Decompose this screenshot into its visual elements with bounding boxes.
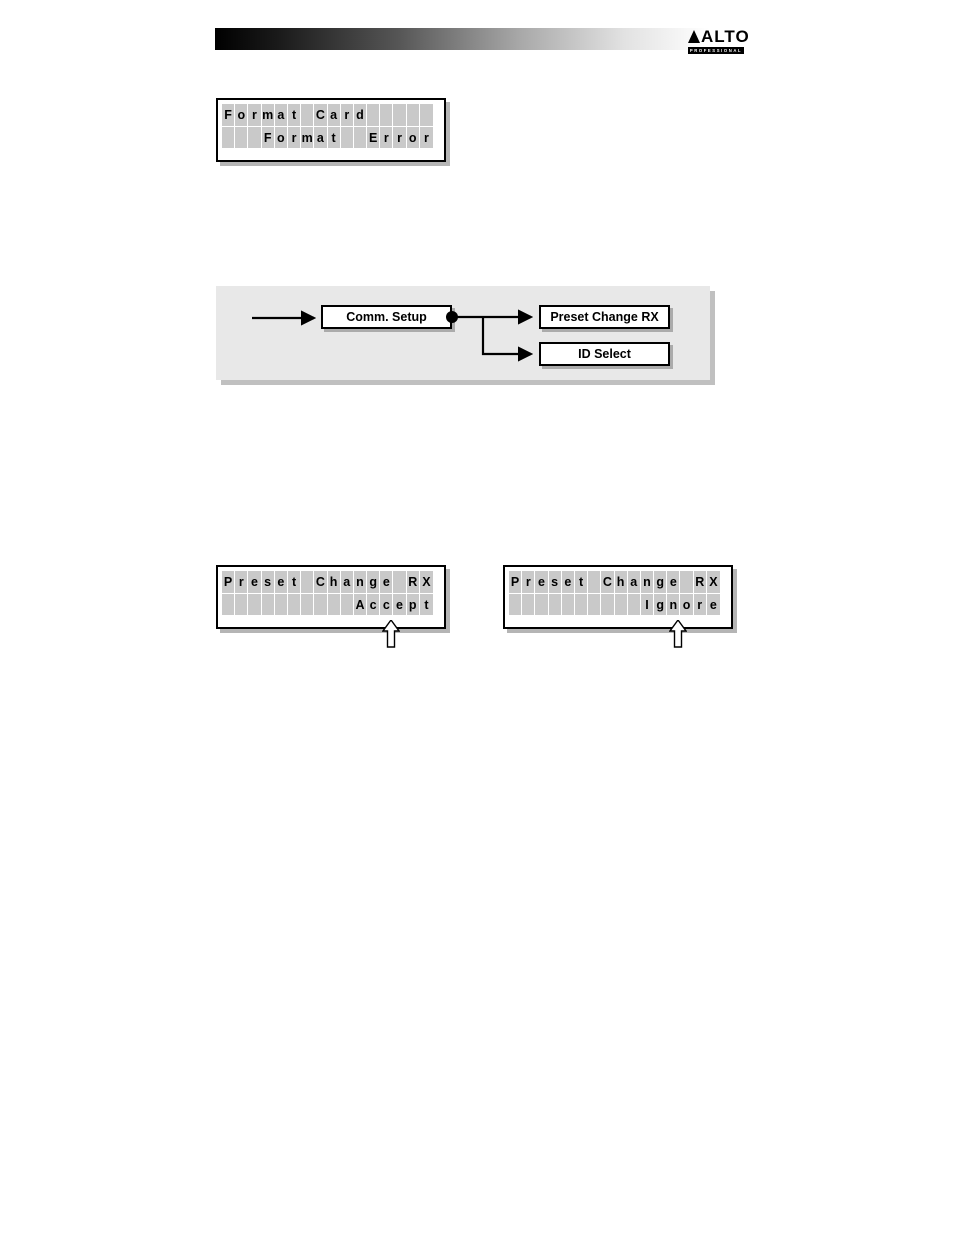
lcd-char-cell bbox=[680, 571, 693, 593]
lcd-char-cell: X bbox=[420, 571, 433, 593]
up-arrow-accept-icon bbox=[382, 620, 400, 648]
flow-node-comm-setup bbox=[321, 305, 452, 329]
lcd-char-cell bbox=[367, 104, 380, 126]
lcd-line bbox=[222, 571, 440, 593]
lcd-char-cell: r bbox=[694, 593, 707, 615]
flow-node-label: Preset Change RX bbox=[550, 310, 659, 324]
lcd-char-cell: a bbox=[314, 126, 327, 148]
lcd-char-cell bbox=[328, 593, 341, 615]
lcd-char-cell: o bbox=[680, 593, 693, 615]
lcd-char-cell: a bbox=[341, 571, 354, 593]
lcd-char-cell bbox=[393, 571, 406, 593]
lcd-char-cell: P bbox=[509, 571, 522, 593]
lcd-char-cell bbox=[222, 593, 235, 615]
lcd-line bbox=[222, 126, 440, 148]
lcd-char-cell: g bbox=[367, 571, 380, 593]
lcd-char-cell: a bbox=[275, 104, 288, 126]
lcd-char-cell: e bbox=[275, 571, 288, 593]
lcd-char-cell: h bbox=[615, 571, 628, 593]
lcd-char-cell: e bbox=[393, 593, 406, 615]
format-card-error-display bbox=[216, 98, 446, 162]
lcd-char-cell bbox=[235, 126, 248, 148]
lcd-char-cell bbox=[380, 104, 393, 126]
lcd-char-cell bbox=[248, 126, 261, 148]
lcd-char-cell: R bbox=[407, 571, 420, 593]
lcd-char-cell: r bbox=[248, 104, 261, 126]
lcd-char-cell: A bbox=[354, 593, 367, 615]
lcd-char-cell: e bbox=[707, 593, 720, 615]
flow-node-label: ID Select bbox=[578, 347, 631, 361]
lcd-char-cell bbox=[509, 593, 522, 615]
brand-subtitle: PROFESSIONAL bbox=[689, 48, 743, 53]
lcd-char-cell: t bbox=[328, 126, 341, 148]
flow-node-id-select bbox=[539, 342, 670, 366]
lcd-char-cell: e bbox=[562, 571, 575, 593]
lcd-char-cell bbox=[420, 104, 433, 126]
lcd-line bbox=[509, 593, 727, 615]
lcd-char-cell bbox=[575, 593, 588, 615]
lcd-char-cell: t bbox=[288, 571, 301, 593]
lcd-char-cell: r bbox=[522, 571, 535, 593]
lcd-char-cell: R bbox=[694, 571, 707, 593]
lcd-char-cell: r bbox=[341, 104, 354, 126]
lcd-char-cell bbox=[522, 593, 535, 615]
lcd-char-cell: e bbox=[535, 571, 548, 593]
flow-node-preset-change-rx bbox=[539, 305, 670, 329]
lcd-char-cell: t bbox=[575, 571, 588, 593]
lcd-char-cell: r bbox=[235, 571, 248, 593]
lcd-char-cell: E bbox=[367, 126, 380, 148]
lcd-char-cell: C bbox=[601, 571, 614, 593]
lcd-char-cell: a bbox=[628, 571, 641, 593]
lcd-char-cell: C bbox=[314, 104, 327, 126]
lcd-char-cell bbox=[341, 126, 354, 148]
header-gradient-bar bbox=[215, 28, 740, 50]
lcd-char-cell bbox=[628, 593, 641, 615]
lcd-char-cell: I bbox=[641, 593, 654, 615]
lcd-char-cell: s bbox=[549, 571, 562, 593]
lcd-char-cell bbox=[301, 571, 314, 593]
triangle-icon bbox=[688, 30, 700, 43]
lcd-char-cell: F bbox=[262, 126, 275, 148]
lcd-char-cell: e bbox=[248, 571, 261, 593]
lcd-char-cell bbox=[248, 593, 261, 615]
lcd-char-cell bbox=[314, 593, 327, 615]
lcd-char-cell: t bbox=[420, 593, 433, 615]
preset-change-rx-ignore-display bbox=[503, 565, 733, 629]
lcd-char-cell: m bbox=[262, 104, 275, 126]
flow-node-label: Comm. Setup bbox=[346, 310, 427, 324]
lcd-char-cell bbox=[588, 571, 601, 593]
lcd-char-cell: o bbox=[407, 126, 420, 148]
lcd-char-cell: o bbox=[275, 126, 288, 148]
lcd-char-cell: n bbox=[641, 571, 654, 593]
lcd-char-cell bbox=[301, 593, 314, 615]
lcd-char-cell: s bbox=[262, 571, 275, 593]
lcd-char-cell: F bbox=[222, 104, 235, 126]
preset-change-rx-accept-display bbox=[216, 565, 446, 629]
lcd-char-cell bbox=[301, 104, 314, 126]
lcd-char-cell bbox=[588, 593, 601, 615]
lcd-char-cell: t bbox=[288, 104, 301, 126]
lcd-char-cell: a bbox=[328, 104, 341, 126]
lcd-char-cell: m bbox=[301, 126, 314, 148]
lcd-char-cell bbox=[407, 104, 420, 126]
up-arrow-ignore-icon bbox=[669, 620, 687, 648]
lcd-char-cell: p bbox=[407, 593, 420, 615]
brand-name: ALTO bbox=[701, 27, 750, 46]
lcd-char-cell: c bbox=[380, 593, 393, 615]
lcd-char-cell: d bbox=[354, 104, 367, 126]
lcd-char-cell: n bbox=[667, 593, 680, 615]
lcd-char-cell bbox=[235, 593, 248, 615]
lcd-char-cell bbox=[354, 126, 367, 148]
lcd-char-cell: r bbox=[288, 126, 301, 148]
lcd-line bbox=[222, 593, 440, 615]
lcd-char-cell: o bbox=[235, 104, 248, 126]
lcd-char-cell: P bbox=[222, 571, 235, 593]
lcd-char-cell bbox=[341, 593, 354, 615]
lcd-char-cell bbox=[562, 593, 575, 615]
alto-professional-logo bbox=[688, 27, 750, 54]
lcd-char-cell bbox=[262, 593, 275, 615]
lcd-char-cell: c bbox=[367, 593, 380, 615]
lcd-char-cell: r bbox=[393, 126, 406, 148]
lcd-char-cell bbox=[288, 593, 301, 615]
lcd-char-cell: r bbox=[420, 126, 433, 148]
lcd-char-cell: n bbox=[354, 571, 367, 593]
lcd-char-cell: g bbox=[654, 571, 667, 593]
lcd-char-cell: h bbox=[328, 571, 341, 593]
lcd-char-cell bbox=[535, 593, 548, 615]
lcd-char-cell: e bbox=[380, 571, 393, 593]
lcd-char-cell: g bbox=[654, 593, 667, 615]
lcd-char-cell: r bbox=[380, 126, 393, 148]
lcd-char-cell bbox=[601, 593, 614, 615]
lcd-char-cell bbox=[615, 593, 628, 615]
lcd-char-cell: e bbox=[667, 571, 680, 593]
lcd-char-cell bbox=[275, 593, 288, 615]
lcd-char-cell bbox=[393, 104, 406, 126]
lcd-char-cell: C bbox=[314, 571, 327, 593]
lcd-line bbox=[222, 104, 440, 126]
lcd-line bbox=[509, 571, 727, 593]
lcd-char-cell: X bbox=[707, 571, 720, 593]
lcd-char-cell bbox=[222, 126, 235, 148]
lcd-char-cell bbox=[549, 593, 562, 615]
